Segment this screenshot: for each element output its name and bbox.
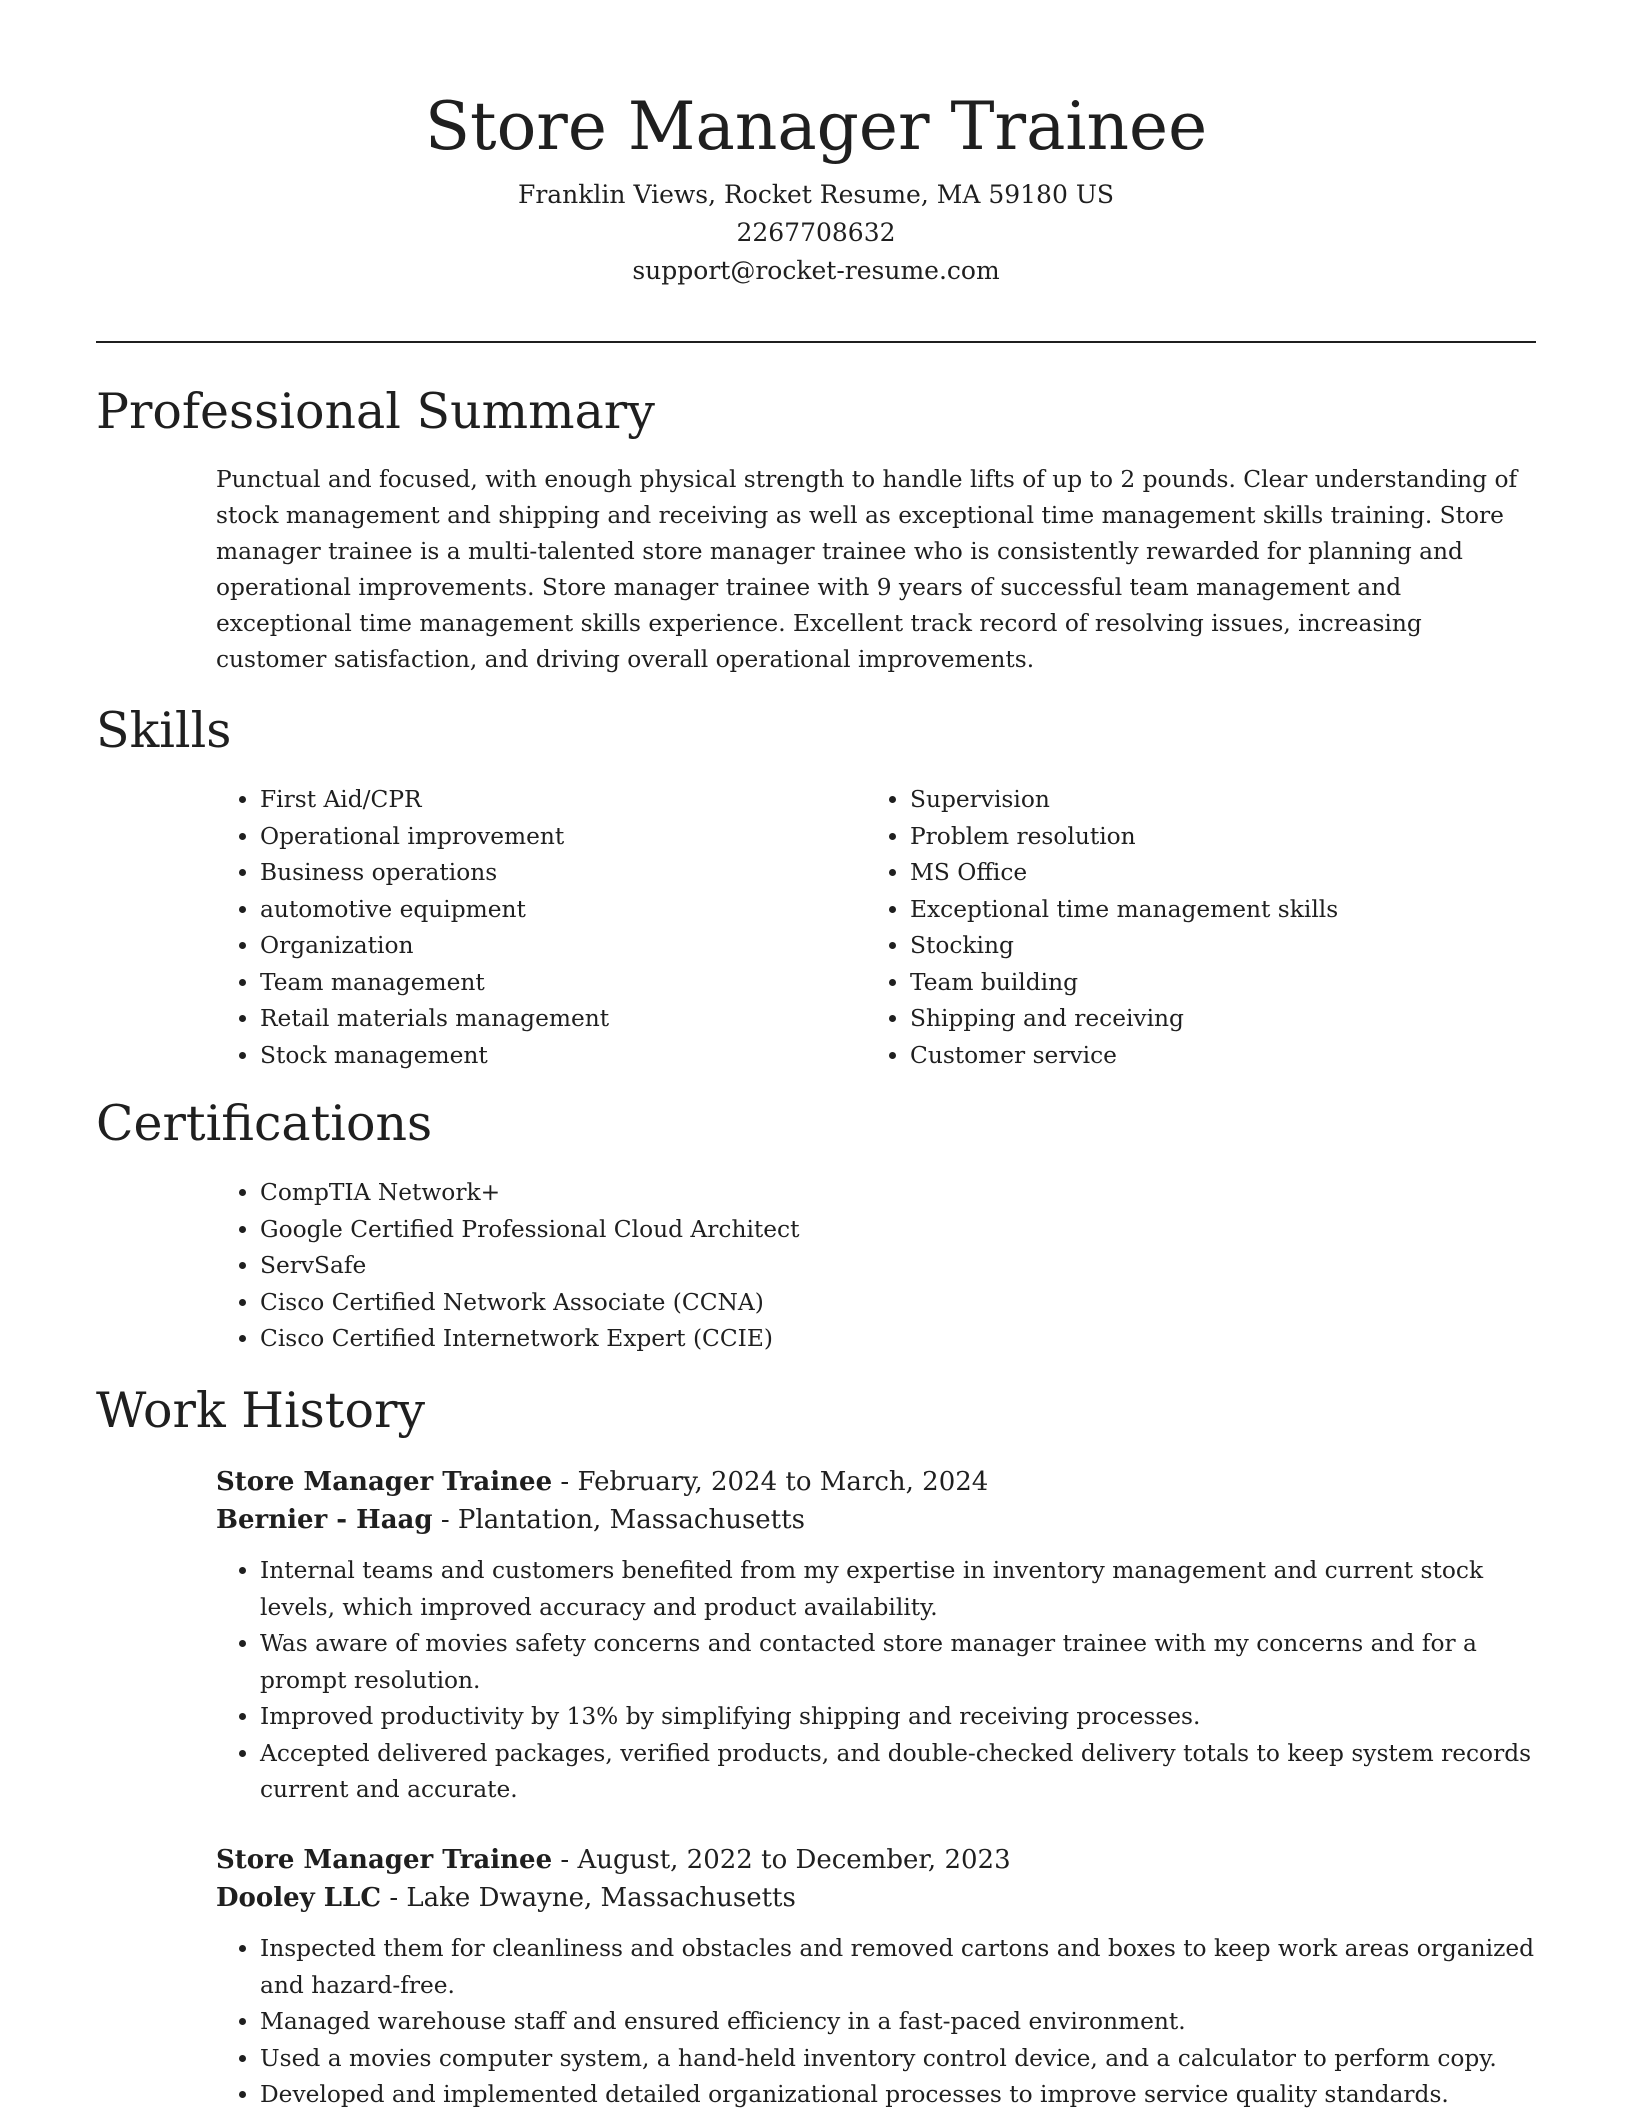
skill-item: • Stock management	[260, 1038, 856, 1075]
skill-item: • Operational improvement	[260, 819, 856, 856]
job-duty-item: • Accepted delivered packages, verified products, and double-checked delivery totals to keep system records current and accurate.	[260, 1736, 1536, 1809]
contact-block	[0, 176, 1632, 290]
skill-item: • Business operations	[260, 855, 856, 892]
work-history-heading: Work History	[96, 1382, 426, 1439]
skill-item: • Exceptional time management skills	[910, 892, 1526, 929]
skills-list-right	[866, 782, 1526, 1074]
skills-heading: Skills	[96, 702, 232, 759]
skill-item: • Problem resolution	[910, 819, 1526, 856]
job-entry	[216, 1463, 1536, 1809]
skill-item: • Shipping and receiving	[910, 1001, 1526, 1038]
contact-email: support@rocket-resume.com	[632, 256, 1000, 285]
certification-item: • Cisco Certified Network Associate (CCNA)	[260, 1285, 1316, 1322]
skill-item: • automotive equipment	[260, 892, 856, 929]
contact-phone: 2267708632	[736, 218, 896, 247]
job-title-line	[216, 1463, 1536, 1501]
skill-item: • First Aid/CPR	[260, 782, 856, 819]
job-title-line	[216, 1841, 1536, 1879]
skills-column-left	[216, 782, 856, 1074]
job-duty-item: • Developed and implemented detailed organizational processes to improve service quality standards.	[260, 2077, 1536, 2114]
job-duty-item: • Inspected them for cleanliness and obstacles and removed cartons and boxes to keep work areas organized and hazard-free.	[260, 1931, 1536, 2004]
job-company-line	[216, 1501, 1536, 1539]
contact-address: Franklin Views, Rocket Resume, MA 59180 US	[517, 180, 1115, 209]
job-location: - Plantation, Massachusetts	[432, 1505, 805, 1535]
skills-list-left	[216, 782, 856, 1074]
job-title: Store Manager Trainee	[216, 1845, 553, 1875]
summary-heading: Professional Summary	[96, 383, 655, 440]
skill-item: • Stocking	[910, 928, 1526, 965]
resume-header	[0, 84, 1632, 290]
job-duty-item: • Managed warehouse staff and ensured efficiency in a fast-paced environment.	[260, 2004, 1536, 2041]
header-divider	[96, 341, 1536, 343]
job-duty-item: • Used a movies computer system, a hand-held inventory control device, and a calculator to perform copy.	[260, 2041, 1536, 2078]
job-location: - Lake Dwayne, Massachusetts	[381, 1883, 796, 1913]
skill-item: • Retail materials management	[260, 1001, 856, 1038]
certification-item: • CompTIA Network+	[260, 1175, 1316, 1212]
job-duty-item: • Was aware of movies safety concerns and contacted store manager trainee with my concerns and for a prompt resolution.	[260, 1626, 1536, 1699]
certifications-heading: Certifications	[96, 1095, 433, 1152]
certification-item: • Cisco Certified Internetwork Expert (CCIE)	[260, 1321, 1316, 1358]
job-duty-item: • Improved productivity by 13% by simplifying shipping and receiving processes.	[260, 1699, 1536, 1736]
summary-text: Punctual and focused, with enough physical strength to handle lifts of up to 2 pounds. Clear understanding of stock management and shipping and receiving as well as exceptional time management skills training. Store manager trainee is a multi-talented store manager trainee who is consistently rewarded for planning and operational improvements. Store manager trainee with 9 years of successful team management and exceptional time management skills experience. Excellent track record of resolving issues, increasing customer satisfaction, and driving overall operational improvements.	[216, 466, 1518, 673]
skill-item: • MS Office	[910, 855, 1526, 892]
job-company: Dooley LLC	[216, 1883, 382, 1913]
skill-item: • Customer service	[910, 1038, 1526, 1075]
skill-item: • Organization	[260, 928, 856, 965]
job-company-line	[216, 1879, 1536, 1917]
skills-column-right	[866, 782, 1526, 1074]
skill-item: • Supervision	[910, 782, 1526, 819]
skill-item: • Team management	[260, 965, 856, 1002]
job-entry	[216, 1841, 1536, 2114]
job-dates: - February, 2024 to March, 2024	[552, 1467, 989, 1497]
job-company: Bernier - Haag	[216, 1505, 433, 1535]
certifications-list	[216, 1175, 1316, 1358]
certification-item: • ServSafe	[260, 1248, 1316, 1285]
certifications-block	[216, 1175, 1316, 1358]
job-duty-item: • Internal teams and customers benefited from my expertise in inventory management and current stock levels, which improved accuracy and product availability.	[260, 1553, 1536, 1626]
certification-item: • Google Certified Professional Cloud Architect	[260, 1212, 1316, 1249]
job-title: Store Manager Trainee	[216, 1467, 553, 1497]
job-duties-list	[216, 1553, 1536, 1809]
job-duties-list	[216, 1931, 1536, 2114]
job-dates: - August, 2022 to December, 2023	[552, 1845, 1011, 1875]
candidate-name: Store Manager Trainee	[424, 88, 1208, 165]
skill-item: • Team building	[910, 965, 1526, 1002]
